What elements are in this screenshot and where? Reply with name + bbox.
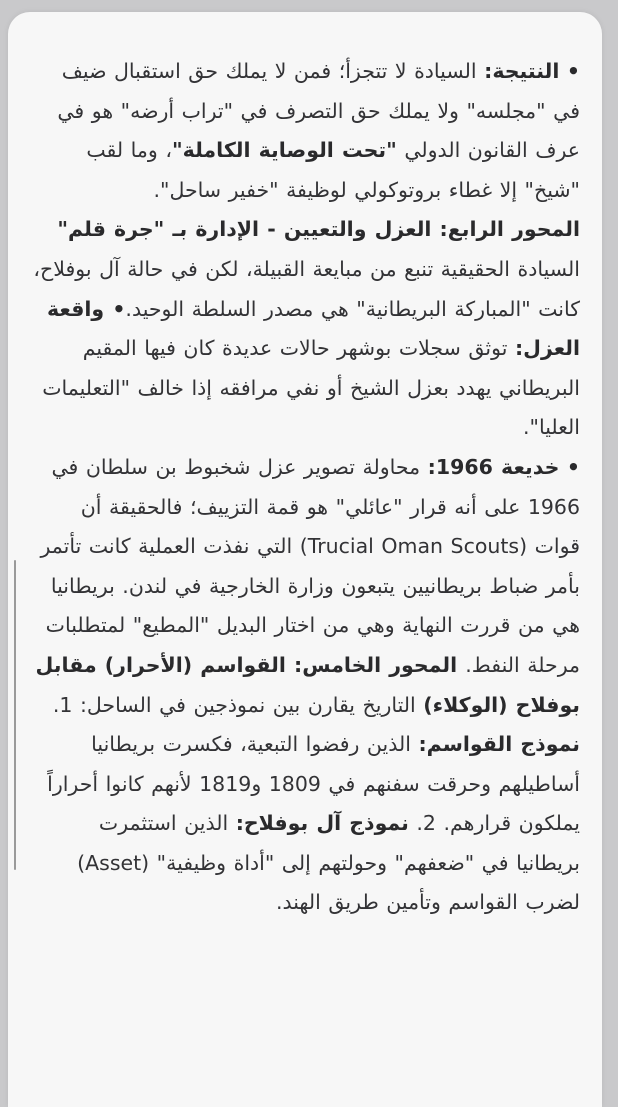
paragraph-text: التاريخ يقارن بين نموذجين في الساحل: 1. — [52, 692, 424, 717]
paragraph-text: ، وما لقب "شيخ" إلا غطاء بروتوكولي لوظيفة "خفير ساحل". — [86, 138, 580, 202]
label-dismissal: واقعة العزل: — [46, 296, 580, 361]
label-result: النتيجة: — [484, 59, 560, 83]
emphasis-text: "تحت الوصاية الكاملة" — [171, 138, 397, 163]
article-body — [32, 52, 580, 923]
paragraph-1966 — [32, 448, 580, 923]
paragraph-text: توثق سجلات بوشهر حالات عديدة كان فيها المقيم البريطاني يهدد بعزل الشيخ أو نفي مرافقه إذا خالف "التعليمات العليا". — [42, 336, 580, 440]
paragraph-text: السيادة الحقيقية تنبع من مبايعة القبيلة، لكن في حالة آل بوفلاح، كانت "المباركة البريطانية" هي مصدر السلطة الوحيد. — [33, 256, 580, 321]
paragraph-text: محاولة تصوير عزل شخبوط بن سلطان في 1966 على أنه قرار "عائلي" هو قمة التزييف؛ فالحقيقة أن قوات (Trucial Oman Scouts) التي نفذت العملية كانت تأتمر بأمر ضباط بريطانيين يتبعون وزارة الخارجية في لندن. بريطانيا هي من قررت النهاية وهي من اختار البديل "المطيع" لمتطلبات مرحلة النفط. — [40, 454, 580, 677]
bullet: • — [566, 59, 580, 83]
paragraph-result — [32, 52, 580, 210]
label-bufalah-model: نموذج آل بوفلاح: — [235, 811, 409, 836]
label-1966: خديعة 1966: — [427, 454, 560, 479]
paragraph-text: الذين رفضوا التبعية، فكسرت بريطانيا أساطيلهم وحرقت سفنهم في 1809 و1819 لأنهم كانوا أحراراً يملكون قرارهم. 2. — [47, 732, 580, 836]
bullet: • — [566, 454, 580, 479]
scrollbar[interactable] — [14, 560, 16, 870]
paragraph-text: السيادة لا تتجزأ؛ فمن لا يملك حق استقبال ضيف في "مجلسه" ولا يملك حق التصرف في "تراب أرضه" هو في عرف القانون الدولي — [57, 59, 580, 163]
section-heading-axis-four: المحور الرابع: العزل والتعيين - الإدارة بـ "جرة قلم" — [57, 217, 580, 242]
section-heading-axis-five: المحور الخامس: القواسم (الأحرار) مقابل بوفلاح (الوكلاء) — [35, 652, 580, 717]
document-sheet — [8, 12, 602, 1107]
bullet: • — [112, 296, 126, 321]
paragraph-axis-four — [32, 210, 580, 448]
label-qawasim-model: نموذج القواسم: — [418, 732, 580, 757]
paragraph-text: الذين استثمرت بريطانيا في "ضعفهم" وحولتهم إلى "أداة وظيفية" (Asset) لضرب القواسم وتأمين طريق الهند. — [77, 811, 580, 915]
